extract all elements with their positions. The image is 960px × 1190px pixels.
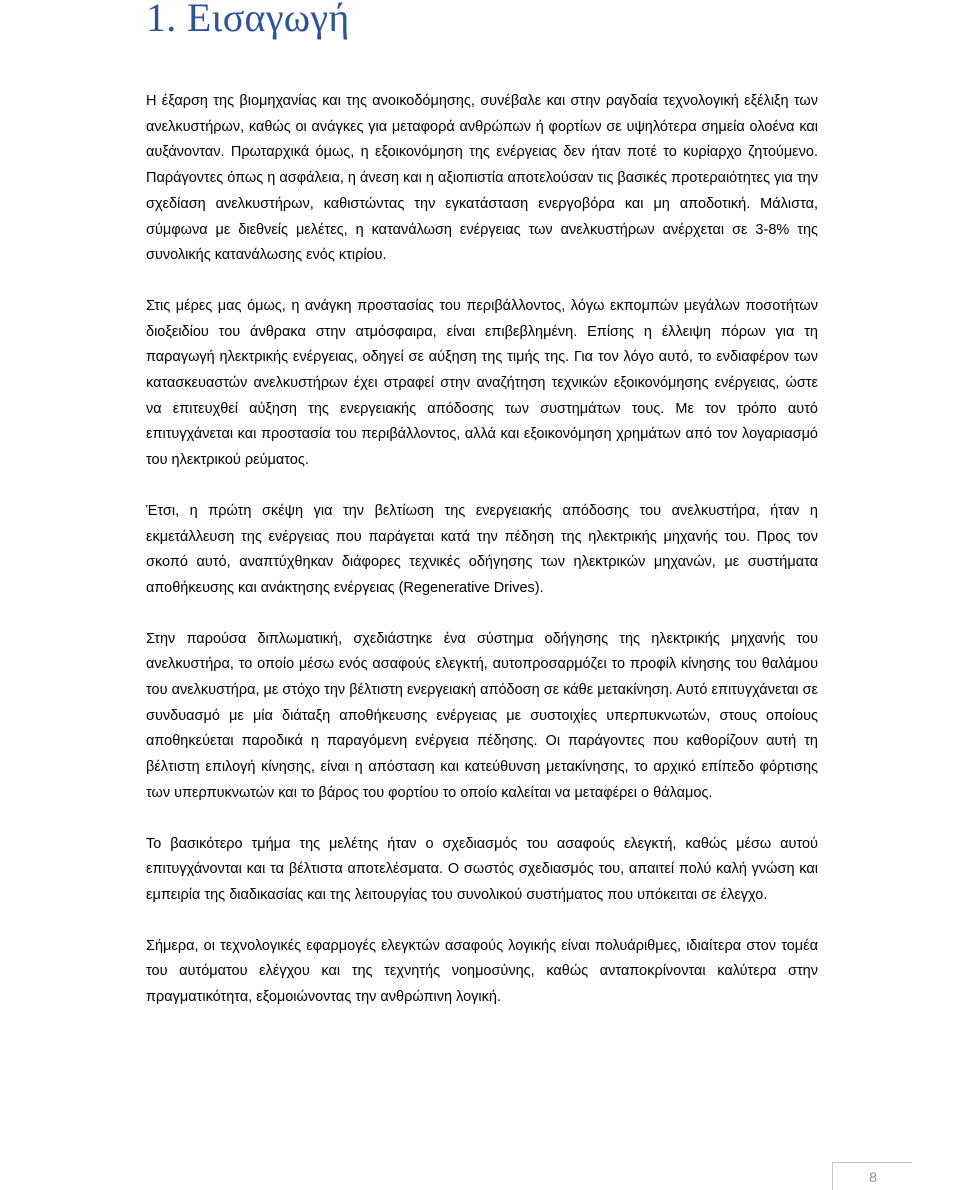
paragraph-3: Έτσι, η πρώτη σκέψη για την βελτίωση της ενεργειακής απόδοσης του ανελκυστήρα, ήταν η εκμετάλλευση της ενέργειας που παράγεται κατά την πέδηση της ηλεκτρικής μηχανής του. Προς τον σκοπό αυτό, αναπτύχθηκαν διάφορες τεχνικές οδήγησης των ηλεκτρικών μηχανών, με συστήματα αποθήκευσης και ανάκτησης ενέργειας (Regenerative Drives). [146,502,818,596]
paragraph-5: Το βασικότερο τμήμα της μελέτης ήταν ο σχεδιασμός του ασαφούς ελεγκτή, καθώς μέσω αυτού επιτυγχάνονται και τα βέλτιστα αποτελέσματα. Ο σωστός σχεδιασμός του, απαιτεί πολύ καλή γνώση και εμπειρία της διαδικασίας και της λειτουργίας του συνολικού συστήματος που υπόκειται σε έλεγχο. [146,835,818,903]
paragraph-2: Στις μέρες μας όμως, η ανάγκη προστασίας του περιβάλλοντος, λόγω εκπομπών μεγάλων ποσοτήτων διοξειδίου του άνθρακα στην ατμόσφαιρα, είναι επιβεβλημένη. Επίσης η έλλειψη πόρων για τη παραγωγή ηλεκτρικής ενέργειας, οδηγεί σε αύξηση της τιμής της. Για τον λόγο αυτό, το ενδιαφέρον των κατασκευαστών ανελκυστήρων έχει στραφεί στην αναζήτηση τεχνικών εξοικονόμησης ενέργειας, ώστε να επιτευχθεί αύξηση της ενεργειακής απόδοσης των συστημάτων τους. Με τον τρόπο αυτό επιτυγχάνεται και προστασία του περιβάλλοντος, αλλά και εξοικονόμηση χρημάτων από τον λογαριασμό του ηλεκτρικού ρεύματος. [146,297,818,469]
paragraph-4: Στην παρούσα διπλωματική, σχεδιάστηκε ένα σύστημα οδήγησης της ηλεκτρικής μηχανής του ανελκυστήρα, το οποίο μέσω ενός ασαφούς ελεγκτή, αυτοπροσαρμόζει το προφίλ κίνησης του θαλάμου του ανελκυστήρα, με στόχο την βέλτιστη ενεργειακή απόδοση σε κάθε μετακίνηση. Αυτό επιτυγχάνεται σε συνδυασμό με μία διάταξη αποθήκευσης ενέργειας με συστοιχίες υπερπυκνωτών, στους οποίους αποθηκεύεται παροδικά η παραγόμενη ενέργεια πέδησης. Οι παράγοντες που καθορίζουν αυτή τη βέλτιστη επιλογή κίνησης, είναι η απόσταση και κατεύθυνση μετακίνησης, το αρχικό επίπεδο φόρτισης των υπερπυκνωτών και το βάρος του φορτίου το οποίο καλείται να μεταφέρει ο θάλαμος. [146,630,818,801]
page-number: 8 [869,1169,877,1185]
section-heading: 1. Εισαγωγή [146,0,350,40]
body-text [146,89,818,1036]
paragraph-1: Η έξαρση της βιομηχανίας και της ανοικοδόμησης, συνέβαλε και στην ραγδαία τεχνολογική εξέλιξη των ανελκυστήρων, καθώς οι ανάγκες για μεταφορά ανθρώπων ή φορτίων σε υψηλότερα σημεία ολοένα και αυξάνονταν. Πρωταρχικά όμως, η εξοικονόμηση της ενέργειας δεν ήταν ποτέ το κυρίαρχο ζητούμενο. Παράγοντες όπως η ασφάλεια, η άνεση και η αξιοπιστία αποτελούσαν τις βασικές προτεραιότητες για την σχεδίαση ανελκυστήρων, καθιστώντας την εγκατάσταση ενεργοβόρα και μη αποδοτική. Μάλιστα, σύμφωνα με διεθνείς μελέτες, η κατανάλωση ενέργειας των ανελκυστήρων ανέρχεται σε 3-8% της συνολικής κατανάλωσης ενός κτιρίου. [146,93,818,264]
paragraph-6: Σήμερα, οι τεχνολογικές εφαρμογές ελεγκτών ασαφούς λογικής είναι πολυάριθμες, ιδιαίτερα στον τομέα του αυτόματου ελέγχου και της τεχνητής νοημοσύνης, καθώς ανταποκρίνονται καλύτερα στην πραγματικότητα, εξομοιώνοντας την ανθρώπινη λογική. [146,937,818,1006]
page-number-box [832,1162,912,1190]
